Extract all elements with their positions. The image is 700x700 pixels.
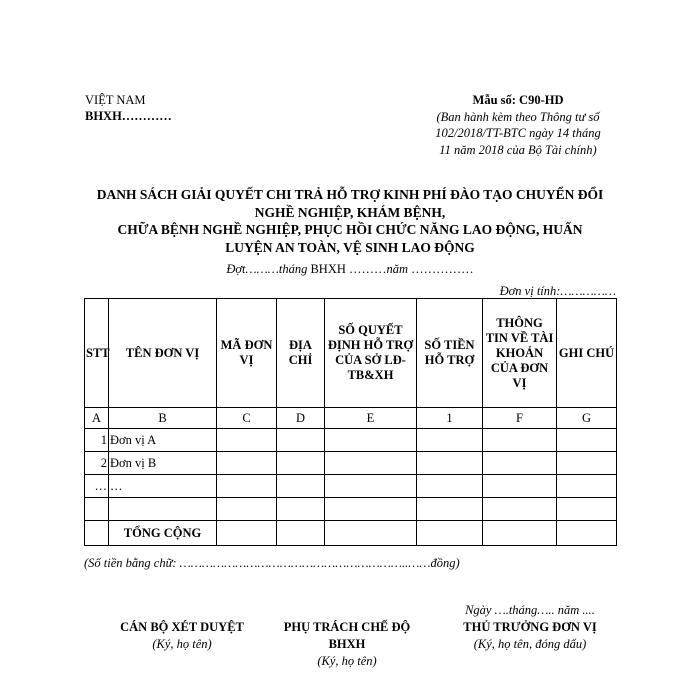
- amount-in-words: (Số tiền bằng chữ: ……………………………………………………..……đồng): [84, 556, 460, 570]
- code-cell: G: [557, 408, 617, 429]
- issued-by-line-2: 102/2018/TT-BTC ngày 14 tháng: [435, 126, 601, 140]
- table-cell: [325, 498, 417, 521]
- title-line-1: DANH SÁCH GIẢI QUYẾT CHI TRẢ HỖ TRỢ KINH PHÍ ĐÀO TẠO CHUYỂN ĐỔI: [96, 187, 604, 202]
- table-cell: [557, 521, 617, 546]
- reviewer-title: CÁN BỘ XÉT DUYỆT: [120, 620, 244, 634]
- head-title: THỦ TRƯỞNG ĐƠN VỊ: [463, 620, 597, 634]
- table-cell: [557, 429, 617, 452]
- code-cell: 1: [417, 408, 483, 429]
- table-cell: [483, 452, 557, 475]
- row-unit-name: …: [109, 475, 217, 498]
- table-row: [85, 452, 617, 475]
- table-cell: [417, 521, 483, 546]
- ministry-label: BHXH…………: [85, 109, 172, 123]
- regime-officer-signature: [262, 619, 432, 670]
- total-row: [85, 521, 617, 546]
- row-unit-name: [109, 498, 217, 521]
- table-cell: [417, 452, 483, 475]
- table-cell: [483, 521, 557, 546]
- head-signature: [430, 619, 630, 653]
- unit-label: Đơn vị tính:……………: [499, 284, 616, 298]
- period-bhxh: BHXH ………: [307, 262, 387, 276]
- table-cell: [277, 521, 325, 546]
- table-cell: [277, 429, 325, 452]
- table-row: [85, 475, 617, 498]
- row-unit-name: Đơn vị A: [109, 429, 217, 452]
- table-header-row: [85, 299, 617, 408]
- table-cell: [483, 429, 557, 452]
- regime-officer-note: (Ký, họ tên): [317, 654, 377, 668]
- period-year-label: năm: [386, 262, 409, 276]
- table-code-row: [85, 408, 617, 429]
- table-cell: [325, 475, 417, 498]
- table-cell: [277, 452, 325, 475]
- reviewer-note: (Ký, họ tên): [152, 637, 212, 651]
- code-cell: A: [85, 408, 109, 429]
- header-stt: STT: [85, 299, 109, 408]
- period-year-value: ……………: [408, 262, 474, 276]
- row-stt: 2: [85, 452, 109, 475]
- table-cell: [557, 452, 617, 475]
- table-cell: [557, 475, 617, 498]
- table-cell: [277, 498, 325, 521]
- header-unit-name: TÊN ĐƠN VỊ: [109, 299, 217, 408]
- period-batch: Đợt………: [226, 262, 279, 276]
- table-cell: [217, 475, 277, 498]
- period-line: [100, 262, 600, 277]
- agency-header: [85, 92, 172, 124]
- period-month-label: tháng: [278, 262, 308, 276]
- table-cell: [277, 475, 325, 498]
- header-unit-code: MÃ ĐƠN VỊ: [217, 299, 277, 408]
- regime-officer-title-2: BHXH: [328, 637, 366, 651]
- row-stt: 1: [85, 429, 109, 452]
- form-number: Mẫu số: C90-HD: [472, 93, 564, 107]
- table-cell: [557, 498, 617, 521]
- row-stt: …: [85, 475, 109, 498]
- total-label: TỔNG CỘNG: [109, 521, 217, 546]
- regime-officer-title-1: PHỤ TRÁCH CHẾ ĐỘ: [283, 620, 411, 634]
- header-notes: GHI CHÚ: [557, 299, 617, 408]
- title-line-4: LUYỆN AN TOÀN, VỆ SINH LAO ĐỘNG: [225, 239, 475, 255]
- code-cell: D: [277, 408, 325, 429]
- signature-date: Ngày ….tháng….. năm ....: [465, 603, 595, 617]
- document-title: [70, 186, 630, 256]
- header-decision-no: SỐ QUYẾT ĐỊNH HỖ TRỢ CỦA SỞ LĐ-TB&XH: [325, 299, 417, 408]
- code-cell: F: [483, 408, 557, 429]
- row-unit-name: Đơn vị B: [109, 452, 217, 475]
- code-cell: C: [217, 408, 277, 429]
- table-cell: [217, 452, 277, 475]
- form-info: [418, 92, 618, 158]
- row-stt: [85, 498, 109, 521]
- payment-table: [84, 298, 617, 546]
- table-row: [85, 498, 617, 521]
- header-amount: SỐ TIỀN HỖ TRỢ: [417, 299, 483, 408]
- country-label: VIỆT NAM: [85, 93, 146, 107]
- table-cell: [417, 475, 483, 498]
- head-note: (Ký, họ tên, đóng dấu): [473, 637, 587, 651]
- reviewer-signature: [82, 619, 282, 653]
- table-cell: [217, 498, 277, 521]
- table-cell: [85, 521, 109, 546]
- header-address: ĐỊA CHỈ: [277, 299, 325, 408]
- table-cell: [325, 429, 417, 452]
- table-cell: [325, 452, 417, 475]
- table-cell: [217, 429, 277, 452]
- issued-by-line-1: (Ban hành kèm theo Thông tư số: [436, 109, 600, 124]
- table-cell: [483, 498, 557, 521]
- table-cell: [417, 498, 483, 521]
- table-cell: [417, 429, 483, 452]
- title-line-3: CHỮA BỆNH NGHỀ NGHIỆP, PHỤC HỒI CHỨC NĂNG LAO ĐỘNG, HUẤN: [117, 222, 583, 237]
- table-cell: [325, 521, 417, 546]
- issued-by-line-3: 11 năm 2018 của Bộ Tài chính): [439, 142, 597, 157]
- header-account-info: THÔNG TIN VỀ TÀI KHOẢN CỦA ĐƠN VỊ: [483, 299, 557, 408]
- title-line-2: NGHỀ NGHIỆP, KHÁM BỆNH,: [254, 204, 446, 220]
- code-cell: E: [325, 408, 417, 429]
- code-cell: B: [109, 408, 217, 429]
- table-row: [85, 429, 617, 452]
- table-cell: [483, 475, 557, 498]
- table-cell: [217, 521, 277, 546]
